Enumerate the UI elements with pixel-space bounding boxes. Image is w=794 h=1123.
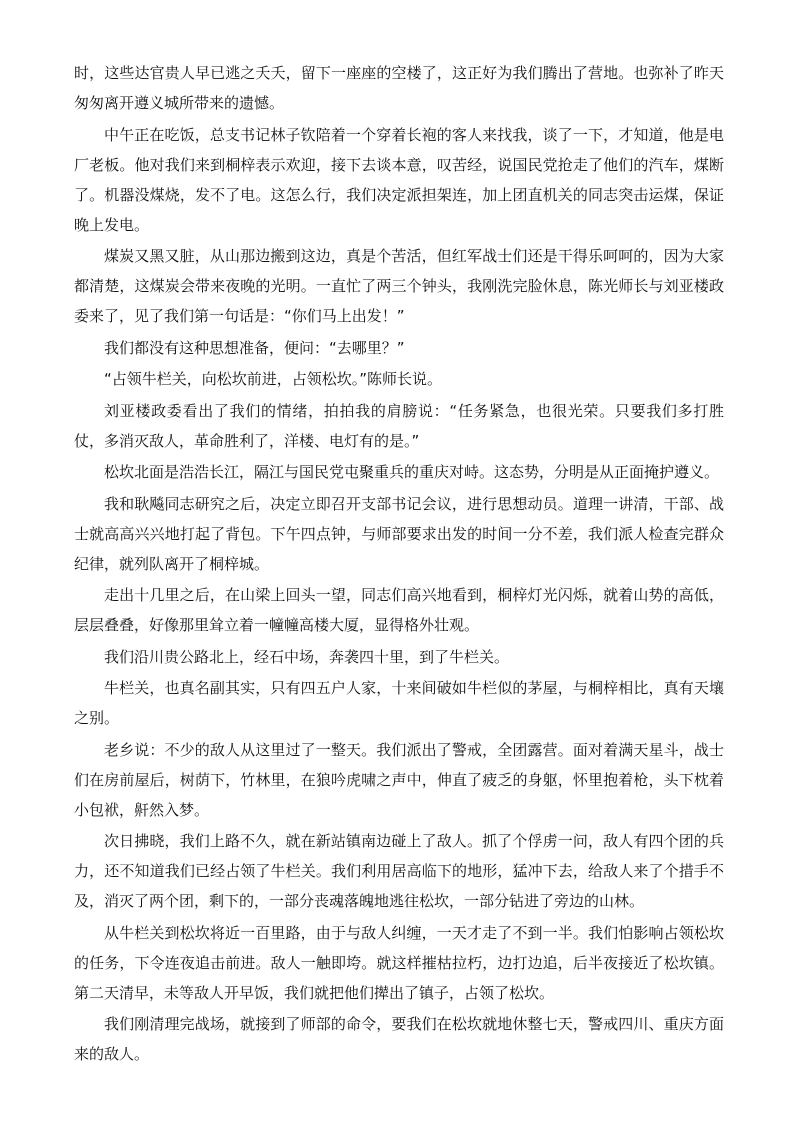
paragraph: 中午正在吃饭，总支书记林子钦陪着一个穿着长袍的客人来找我，谈了一下，才知道，他是电厂老板。他对我们来到桐梓表示欢迎，接下去谈本意，叹苦经，说国民党抢走了他们的汽车，煤断了。机器没煤烧，发不了电。这怎么行，我们决定派担架连，加上团直机关的同志突击运煤，保证晚上发电。 [74,125,724,234]
paragraph: 我和耿飚同志研究之后，决定立即召开支部书记会议，进行思想动员。道理一讲清，干部、战士就高高兴兴地打起了背包。下午四点钟，与师部要求出发的时间一分不差，我们派人检查完群众纪律，就列队离开了桐梓城。 [74,494,724,573]
paragraph: 刘亚楼政委看出了我们的情绪，拍拍我的肩膀说：“任务紧急，也很光荣。只要我们多打胜仗，多消灭敌人，革命胜利了，洋楼、电灯有的是。” [74,401,724,450]
paragraph: 牛栏关，也真名副其实，只有四五户人家，十来间破如牛栏似的茅屋，与桐梓相比，真有天壤之别。 [74,679,724,727]
paragraph: 煤炭又黑又脏，从山那边搬到这边，真是个苦活，但红军战士们还是干得乐呵呵的，因为大家都清楚，这煤炭会带来夜晚的光明。一直忙了两三个钟头，我刚洗完脸休息，陈光师长与刘亚楼政委来了，见了我们第一句话是：“你们马上出发！” [74,247,724,325]
paragraph-continuation: 时，这些达官贵人早已逃之夭夭，留下一座座的空楼了，这正好为我们腾出了营地。也弥补了昨天匆匆离开遵义城所带来的遗憾。 [74,64,724,112]
document-page [74,58,724,1071]
paragraph: “占领牛栏关，向松坎前进，占领松坎。”陈师长说。 [104,370,443,388]
paragraph: 从牛栏关到松坎将近一百里路，由于与敌人纠缠，一天才走了不到一半。我们怕影响占领松坎的任务，下令连夜追击前进。敌人一触即垮。就这样摧枯拉朽，边打边追，后半夜接近了松坎镇。第二天清早，未等敌人开早饭，我们就把他们撵出了镇子，占领了松坎。 [74,923,724,1002]
paragraph: 松坎北面是浩浩长江，隔江与国民党屯聚重兵的重庆对峙。这态势，分明是从正面掩护遵义。 [104,463,720,481]
paragraph: 我们刚清理完战场，就接到了师部的命令，要我们在松坎就地休整七天，警戒四川、重庆方面来的敌人。 [74,1015,724,1063]
paragraph: 老乡说：不少的敌人从这里过了一整天。我们派出了警戒，全团露营。面对着满天星斗，战士们在房前屋后，树荫下，竹林里，在狼吟虎啸之声中，伸直了疲乏的身躯，怀里抱着枪，头下枕着小包袱，鼾然入梦。 [74,740,724,819]
paragraph: 我们沿川贵公路北上，经石中场，奔袭四十里，到了牛栏关。 [104,647,510,666]
paragraph: 走出十几里之后，在山梁上回头一望，同志们高兴地看到，桐梓灯光闪烁，就着山势的高低，层层叠叠，好像那里耸立着一幢幢高楼大厦，显得格外壮观。 [74,586,724,634]
paragraph: 我们都没有这种思想准备，便问：“去哪里？” [104,338,405,357]
paragraph: 次日拂晓，我们上路不久，就在新站镇南边碰上了敌人。抓了个俘虏一问，敌人有四个团的兵力，还不知道我们已经占领了牛栏关。我们利用居高临下的地形，猛冲下去，给敌人来了个措手不及，消灭了两个团，剩下的，一部分丧魂落魄地逃往松坎，一部分钻进了旁边的山林。 [74,832,724,910]
